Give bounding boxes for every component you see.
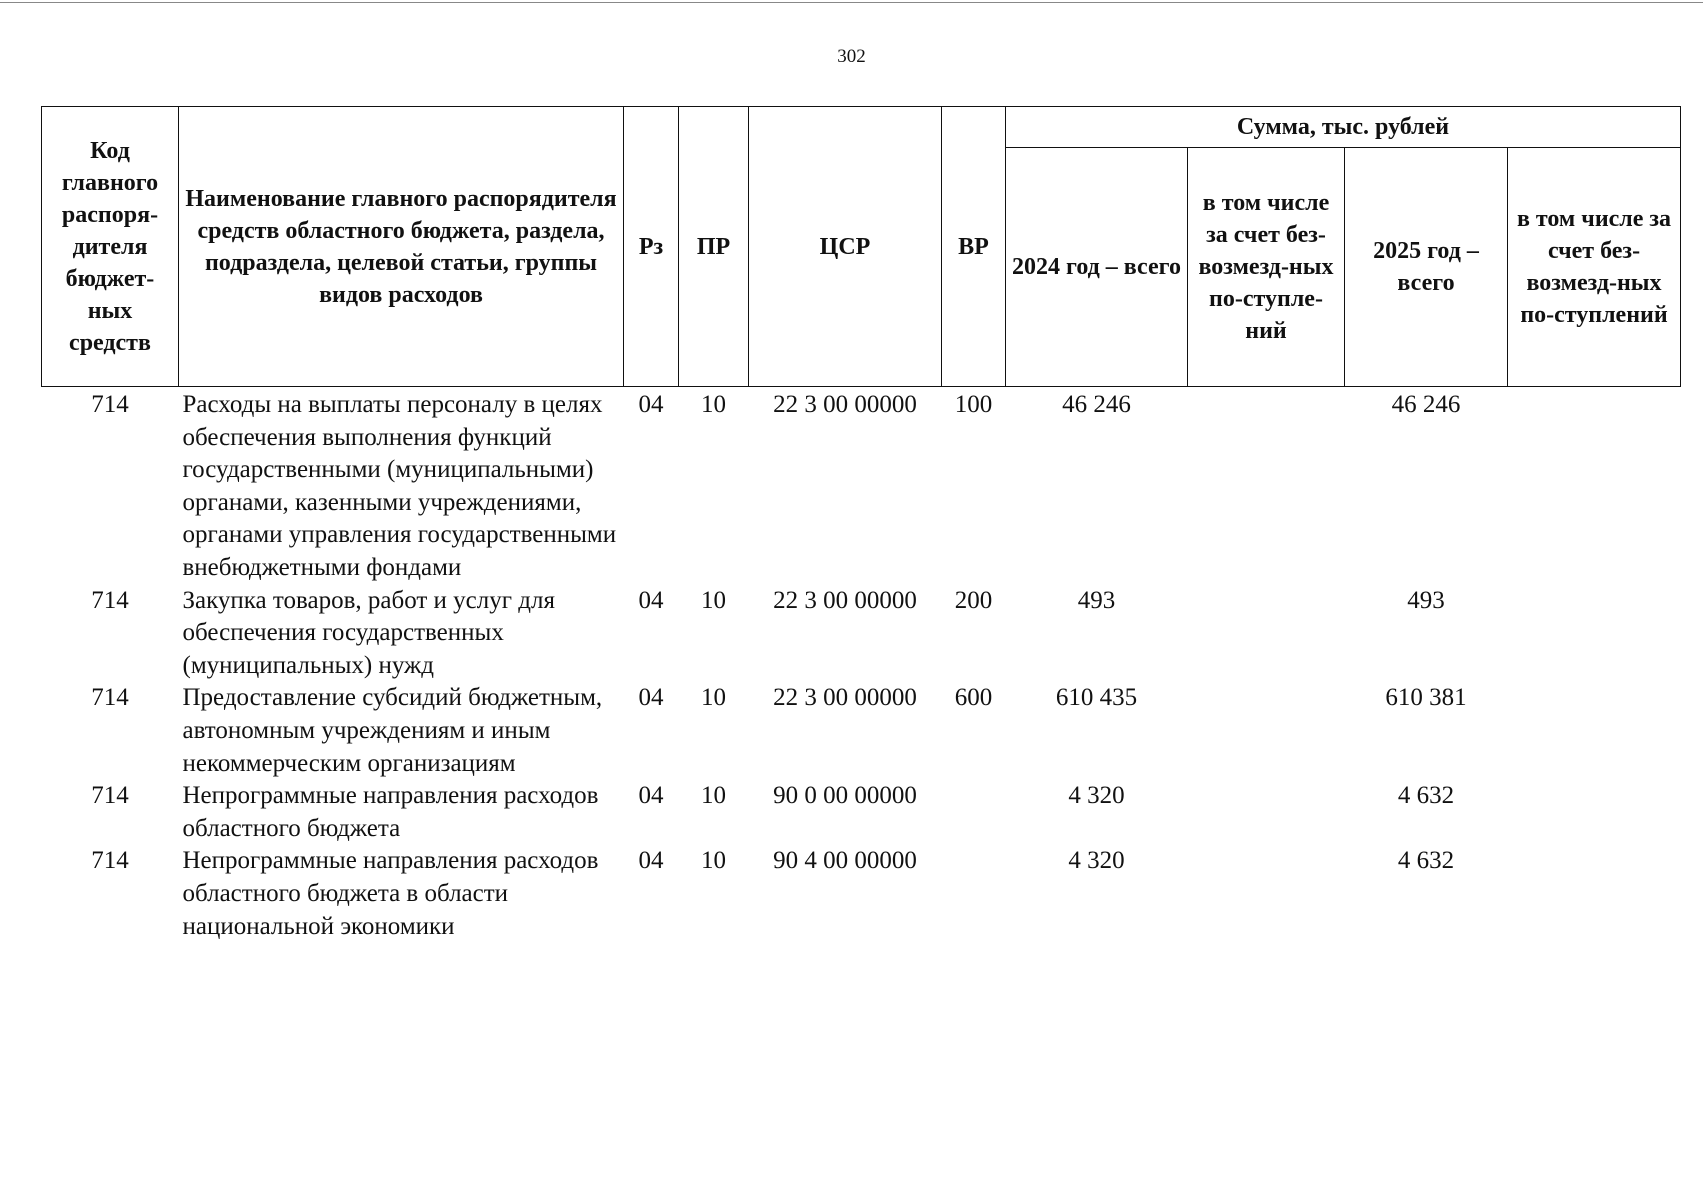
budget-table <box>41 106 1681 943</box>
cell-2024-free <box>1188 585 1345 683</box>
table-row <box>42 585 1681 683</box>
cell-rz: 04 <box>638 847 664 875</box>
cell-csr: 90 4 00 00000 <box>773 847 917 875</box>
table-row <box>42 845 1681 943</box>
cell-csr: 22 3 00 00000 <box>773 391 917 418</box>
cell-csr: 22 3 00 00000 <box>773 684 917 712</box>
cell-vr: 600 <box>954 684 993 712</box>
cell-2024-free <box>1188 387 1345 585</box>
cell-rz: 04 <box>638 684 664 712</box>
cell-code: 714 <box>91 586 129 614</box>
cell-name: Непрограммные направления расходов областного бюджета <box>182 782 599 842</box>
cell-2025-total: 493 <box>1407 586 1445 614</box>
cell-code: 714 <box>91 782 129 810</box>
cell-vr: 100 <box>954 391 993 418</box>
cell-name: Закупка товаров, работ и услуг для обеспечения государственных (муниципальных) нужд <box>182 586 555 679</box>
header-pr: ПР <box>679 107 749 387</box>
header-2025-total: 2025 год – всего <box>1345 148 1508 387</box>
cell-2024-free <box>1188 682 1345 780</box>
cell-2025-free <box>1508 845 1681 943</box>
cell-rz: 04 <box>638 782 664 810</box>
scan-edge-line <box>0 2 1703 3</box>
cell-vr <box>942 780 1006 845</box>
cell-code: 714 <box>91 847 129 875</box>
header-2025-free: в том числе за счет без-возмезд-ных по-ступлений <box>1508 148 1681 387</box>
cell-name: Предоставление субсидий бюджетным, автономным учреждениям и иным некоммерческим организациям <box>182 684 603 777</box>
header-vr: ВР <box>942 107 1006 387</box>
table-row <box>42 682 1681 780</box>
cell-2025-total: 46 246 <box>1391 391 1461 418</box>
cell-pr: 10 <box>701 586 726 614</box>
header-rz: Рз <box>624 107 679 387</box>
cell-vr <box>942 845 1006 943</box>
cell-2024-free <box>1188 845 1345 943</box>
header-csr: ЦСР <box>749 107 942 387</box>
table-row <box>42 387 1681 585</box>
cell-2024-total: 4 320 <box>1068 782 1125 810</box>
header-code: Код главного распоря-дителя бюджет-ных средств <box>42 107 179 387</box>
cell-2025-free <box>1508 585 1681 683</box>
header-2024-total: 2024 год – всего <box>1006 148 1188 387</box>
cell-2024-total: 610 435 <box>1055 684 1138 712</box>
cell-2025-total: 610 381 <box>1385 684 1467 712</box>
cell-2025-free <box>1508 682 1681 780</box>
cell-2024-total: 493 <box>1077 586 1116 614</box>
cell-csr: 90 0 00 00000 <box>773 782 917 810</box>
table-header <box>42 107 1681 387</box>
cell-pr: 10 <box>701 684 726 712</box>
cell-2024-total: 46 246 <box>1062 391 1131 418</box>
cell-pr: 10 <box>701 391 726 418</box>
cell-code: 714 <box>91 391 129 418</box>
cell-rz: 04 <box>638 391 664 418</box>
header-sum-group: Сумма, тыс. рублей <box>1006 107 1681 148</box>
cell-csr: 22 3 00 00000 <box>773 586 917 614</box>
cell-2025-free <box>1508 780 1681 845</box>
cell-vr: 200 <box>954 586 993 614</box>
cell-code: 714 <box>91 684 129 712</box>
cell-pr: 10 <box>701 782 726 810</box>
cell-pr: 10 <box>701 847 726 875</box>
header-name: Наименование главного распорядителя средств областного бюджета, раздела, подраздела, целевой статьи, группы видов расходов <box>179 107 624 387</box>
cell-2024-total: 4 320 <box>1068 847 1125 875</box>
cell-2025-free <box>1508 387 1681 585</box>
cell-name: Расходы на выплаты персоналу в целях обеспечения выполнения функций государственными (муниципальными) органами, казенными учреждениями, органами управления государственными внебюджетными фондами <box>182 391 617 581</box>
table-body <box>42 387 1681 944</box>
page-number: 302 <box>837 46 866 67</box>
header-2024-free: в том числе за счет без-возмезд-ных по-ступле-ний <box>1188 148 1345 387</box>
cell-rz: 04 <box>638 586 664 614</box>
cell-name: Непрограммные направления расходов областного бюджета в области национальной экономики <box>182 847 599 940</box>
table-row <box>42 780 1681 845</box>
cell-2024-free <box>1188 780 1345 845</box>
cell-2025-total: 4 632 <box>1397 847 1455 875</box>
cell-2025-total: 4 632 <box>1397 782 1455 810</box>
